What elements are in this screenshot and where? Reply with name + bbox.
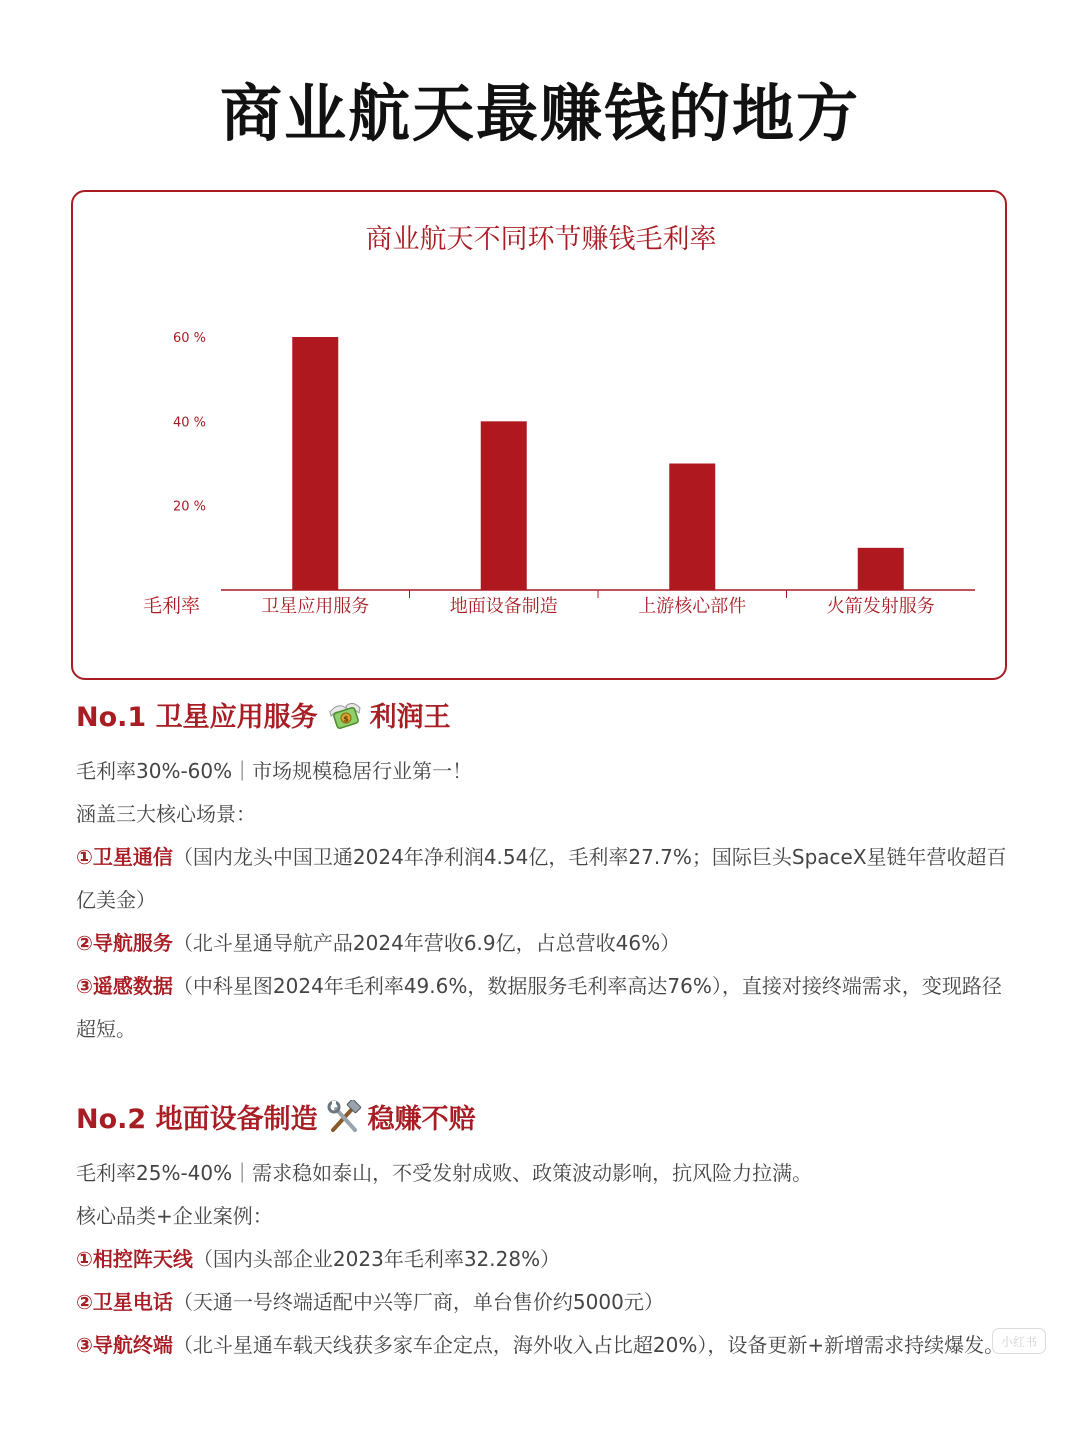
- section1-heading: [76, 698, 1016, 744]
- bar-1: [292, 337, 338, 590]
- bar-2: [481, 421, 527, 590]
- money-wings-icon: [326, 698, 364, 744]
- x-category-label-2: 地面设备制造: [449, 596, 558, 617]
- section1-item-2-text: （北斗星通导航产品2024年营收6.9亿，占总营收46%）: [172, 931, 681, 955]
- section2-item-1-label: ①相控阵天线: [76, 1247, 193, 1271]
- section2-item-1: [76, 1238, 1016, 1281]
- y-tick-label-1: 20 %: [173, 499, 207, 515]
- chart-title: 商业航天不同环节赚钱毛利率: [365, 224, 717, 255]
- section2-item-2-text: （天通一号终端适配中兴等厂商，单台售价约5000元）: [172, 1290, 664, 1314]
- section1-item-1-label: ①卫星通信: [76, 845, 173, 869]
- section2-item-2-label: ②卫星电话: [76, 1290, 173, 1314]
- section1-summary: 毛利率30%-60%｜市场规模稳居行业第一！: [76, 759, 473, 783]
- chart-card: [71, 190, 1007, 680]
- y-tick-label-2: 40 %: [173, 415, 207, 431]
- bar-3: [669, 464, 715, 591]
- section1-item-2-label: ②导航服务: [76, 931, 173, 955]
- section1-item-1: [76, 836, 1016, 922]
- section2-item-3-text: （北斗星通车载天线获多家车企定点，海外收入占比超20%），设备更新+新增需求持续爆发。: [172, 1333, 1005, 1357]
- section2-heading-suffix: 稳赚不赔: [367, 1104, 476, 1135]
- section2-summary: 毛利率25%-40%｜需求稳如泰山，不受发射成败、政策波动影响，抗风险力拉满。: [76, 1161, 813, 1185]
- section1-intro: 涵盖三大核心场景：: [76, 802, 256, 826]
- section2-item-3: [76, 1324, 1016, 1367]
- svg-text:$: $: [342, 714, 349, 724]
- hammer-wrench-icon: [326, 1100, 362, 1146]
- section2-item-1-text: （国内头部企业2023年毛利率32.28%）: [192, 1247, 561, 1271]
- y-ticks-layer: [173, 331, 206, 515]
- bar-4: [858, 548, 904, 590]
- section1-item-3: [76, 965, 1016, 1051]
- bars-layer: [292, 337, 904, 590]
- x-category-label-1: 卫星应用服务: [261, 596, 370, 617]
- section1-heading-prefix: No.1 卫星应用服务: [76, 702, 318, 733]
- legend-label: 毛利率: [143, 595, 201, 617]
- x-categories-layer: [261, 590, 935, 617]
- y-tick-label-3: 60 %: [173, 331, 207, 346]
- x-category-label-4: 火箭发射服务: [826, 596, 935, 617]
- section1-item-3-text: （中科星图2024年毛利率49.6%，数据服务毛利率高达76%），直接对接终端需求，变现路径超短。: [76, 974, 1002, 1041]
- section2-item-3-label: ③导航终端: [76, 1333, 173, 1357]
- section1-heading-suffix: 利润王: [369, 702, 451, 733]
- page-title: 商业航天最赚钱的地方: [219, 77, 860, 150]
- x-category-label-3: 上游核心部件: [638, 596, 747, 617]
- section1-item-2: [76, 922, 1016, 965]
- section-satellite-services: [76, 698, 1016, 1051]
- section2-item-2: [76, 1281, 1016, 1324]
- section1-item-3-label: ③遥感数据: [76, 974, 173, 998]
- bar-chart: [73, 192, 1009, 682]
- section2-heading: [76, 1100, 1016, 1146]
- section-ground-equipment: [76, 1100, 1016, 1367]
- section2-intro: 核心品类+企业案例：: [76, 1204, 273, 1228]
- watermark-logo: 小红书: [992, 1328, 1046, 1354]
- section1-item-1-text: （国内龙头中国卫通2024年净利润4.54亿，毛利率27.7%；国际巨头SpaceX星链年营收超百亿美金）: [76, 845, 1007, 912]
- section2-heading-prefix: No.2 地面设备制造: [76, 1104, 318, 1135]
